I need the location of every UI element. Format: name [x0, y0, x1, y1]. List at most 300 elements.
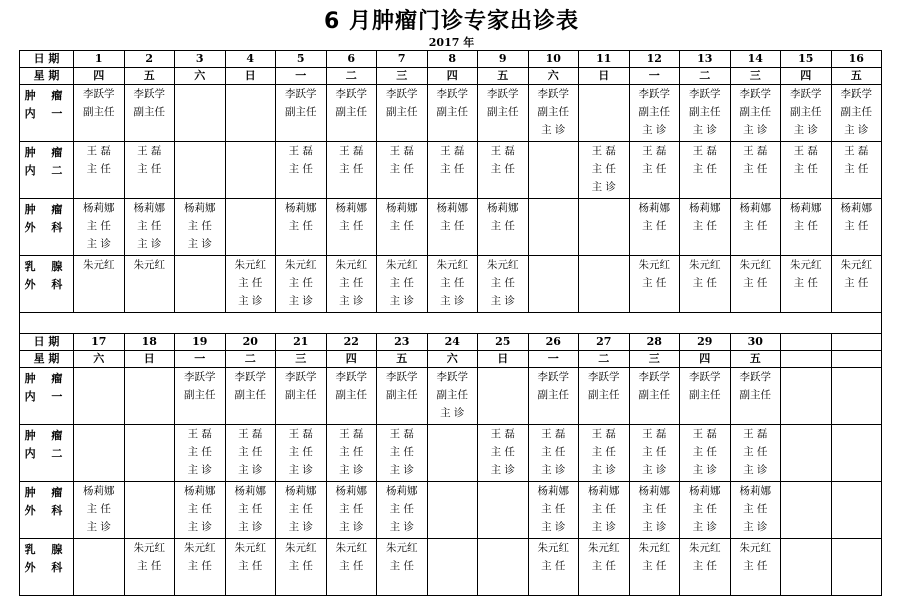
schedule-cell	[680, 368, 731, 425]
department-label-line: 乳 腺	[24, 543, 69, 556]
schedule-cell-line: 李跃学	[285, 371, 317, 383]
weekday-label: 星 期	[20, 351, 74, 368]
schedule-cell-line: 主 任	[440, 163, 465, 175]
schedule-cell	[124, 368, 175, 425]
schedule-cell	[276, 368, 327, 425]
schedule-cell-line: 杨莉娜	[689, 485, 721, 497]
schedule-cell-line: 主 诊	[692, 124, 717, 136]
schedule-cell	[175, 85, 226, 142]
schedule-cell-line: 主 诊	[238, 464, 263, 476]
schedule-cell-line: 主 任	[642, 560, 667, 572]
department-row	[20, 368, 882, 425]
schedule-cell-line: 主 任	[743, 503, 768, 515]
schedule-cell-line: 李跃学	[234, 371, 266, 383]
schedule-cell-line: 副主任	[537, 106, 569, 118]
schedule-cell-line: 李跃学	[436, 371, 468, 383]
schedule-cell-line: 李跃学	[436, 88, 468, 100]
schedule-cell-line: 主 任	[86, 503, 111, 515]
schedule-cell-line: 主 诊	[490, 295, 515, 307]
schedule-cell-line: 王 磊	[288, 428, 313, 440]
department-label	[20, 539, 74, 596]
schedule-cell-line: 主 任	[692, 503, 717, 515]
schedule-cell-line: 朱元红	[234, 542, 266, 554]
schedule-cell-line: 王 磊	[793, 145, 818, 157]
schedule-cell	[74, 482, 125, 539]
schedule-cell-line: 王 磊	[541, 428, 566, 440]
schedule-cell-line: 副主任	[840, 106, 872, 118]
weekday-cell: 四	[781, 68, 832, 85]
schedule-cell-line: 主 任	[339, 220, 364, 232]
schedule-cell	[528, 425, 579, 482]
schedule-cell-line: 朱元红	[537, 542, 569, 554]
schedule-cell-line: 王 磊	[591, 145, 616, 157]
department-label	[20, 425, 74, 482]
department-label	[20, 142, 74, 199]
schedule-cell	[377, 199, 428, 256]
schedule-cell	[579, 85, 630, 142]
department-label-line: 肿 瘤	[24, 203, 69, 216]
schedule-cell-line: 朱元红	[588, 542, 620, 554]
schedule-cell-line: 主 任	[187, 220, 212, 232]
date-cell: 13	[680, 51, 731, 68]
schedule-cell-line: 主 任	[844, 220, 869, 232]
schedule-cell-line: 副主任	[285, 389, 317, 401]
schedule-cell-line: 主 任	[591, 446, 616, 458]
schedule-cell-line: 王 磊	[137, 145, 162, 157]
date-cell: 11	[579, 51, 630, 68]
date-label: 日 期	[20, 51, 74, 68]
schedule-cell-line: 杨莉娜	[638, 485, 670, 497]
date-cell: 28	[629, 334, 680, 351]
schedule-cell	[225, 539, 276, 596]
schedule-cell-line: 朱元红	[638, 542, 670, 554]
schedule-cell-line: 主 诊	[288, 295, 313, 307]
schedule-cell-line: 主 任	[642, 277, 667, 289]
date-cell: 25	[478, 334, 529, 351]
schedule-cell	[276, 425, 327, 482]
schedule-cell	[629, 142, 680, 199]
schedule-cell-line: 朱元红	[739, 259, 771, 271]
schedule-cell-line: 王 磊	[339, 145, 364, 157]
department-label	[20, 85, 74, 142]
schedule-cell-line: 朱元红	[386, 259, 418, 271]
date-cell: 3	[175, 51, 226, 68]
schedule-cell-line: 副主任	[436, 106, 468, 118]
department-row	[20, 482, 882, 539]
schedule-cell-line: 主 任	[743, 220, 768, 232]
department-label-line: 外 科	[24, 221, 69, 234]
schedule-cell	[377, 425, 428, 482]
schedule-cell	[680, 425, 731, 482]
schedule-cell	[326, 539, 377, 596]
date-cell: 24	[427, 334, 478, 351]
schedule-cell	[478, 85, 529, 142]
weekday-cell: 日	[579, 68, 630, 85]
schedule-cell-line: 杨莉娜	[739, 202, 771, 214]
schedule-cell	[74, 425, 125, 482]
schedule-cell-line: 杨莉娜	[83, 202, 115, 214]
schedule-cell-line: 主 任	[541, 446, 566, 458]
schedule-cell	[831, 482, 882, 539]
schedule-cell	[276, 256, 327, 313]
schedule-cell	[124, 425, 175, 482]
schedule-cell-line: 朱元红	[133, 259, 165, 271]
schedule-cell-line: 主 诊	[86, 521, 111, 533]
schedule-cell	[579, 368, 630, 425]
schedule-cell-line: 主 诊	[793, 124, 818, 136]
schedule-cell-line: 杨莉娜	[386, 202, 418, 214]
schedule-cell-line: 王 磊	[389, 428, 414, 440]
weekday-cell: 一	[175, 351, 226, 368]
schedule-cell-line: 王 磊	[692, 428, 717, 440]
schedule-cell-line: 主 任	[389, 277, 414, 289]
schedule-cell	[680, 142, 731, 199]
schedule-cell-line: 主 任	[339, 446, 364, 458]
weekday-cell	[781, 351, 832, 368]
schedule-cell-line: 朱元红	[285, 542, 317, 554]
schedule-cell-line: 主 任	[692, 163, 717, 175]
schedule-cell-line: 主 任	[238, 446, 263, 458]
weekday-cell: 四	[326, 351, 377, 368]
schedule-cell	[377, 142, 428, 199]
weekday-cell: 五	[377, 351, 428, 368]
department-label-line: 外 科	[24, 504, 69, 517]
weekday-cell: 六	[74, 351, 125, 368]
schedule-cell	[427, 425, 478, 482]
schedule-cell-line: 李跃学	[840, 88, 872, 100]
schedule-cell-line: 主 任	[844, 163, 869, 175]
schedule-cell-line: 主 诊	[339, 464, 364, 476]
schedule-cell-line: 杨莉娜	[133, 202, 165, 214]
date-cell: 17	[74, 334, 125, 351]
schedule-cell	[781, 142, 832, 199]
schedule-cell-line: 杨莉娜	[386, 485, 418, 497]
date-cell: 15	[781, 51, 832, 68]
schedule-cell-line: 副主任	[638, 106, 670, 118]
schedule-cell-line: 主 诊	[541, 521, 566, 533]
schedule-cell-line: 主 诊	[389, 295, 414, 307]
schedule-cell-line: 主 诊	[238, 521, 263, 533]
schedule-cell	[579, 539, 630, 596]
schedule-cell-line: 李跃学	[537, 88, 569, 100]
schedule-cell	[326, 425, 377, 482]
schedule-cell	[528, 199, 579, 256]
schedule-cell	[74, 199, 125, 256]
schedule-cell	[781, 85, 832, 142]
schedule-cell	[326, 142, 377, 199]
schedule-cell-line: 主 任	[541, 560, 566, 572]
department-label	[20, 482, 74, 539]
department-label-line: 肿 瘤	[24, 372, 69, 385]
date-cell: 29	[680, 334, 731, 351]
schedule-cell-line: 王 磊	[743, 428, 768, 440]
schedule-cell-line: 李跃学	[739, 371, 771, 383]
date-cell: 8	[427, 51, 478, 68]
schedule-cell	[326, 368, 377, 425]
schedule-cell-line: 朱元红	[638, 259, 670, 271]
schedule-cell-line: 李跃学	[285, 88, 317, 100]
schedule-cell-line: 主 诊	[339, 521, 364, 533]
schedule-cell-line: 主 任	[86, 163, 111, 175]
schedule-cell-line: 副主任	[739, 106, 771, 118]
weekday-cell: 一	[276, 68, 327, 85]
schedule-cell	[478, 368, 529, 425]
schedule-cell-line: 主 任	[490, 220, 515, 232]
schedule-cell	[427, 142, 478, 199]
schedule-cell-line: 副主任	[335, 389, 367, 401]
schedule-cell	[74, 85, 125, 142]
schedule-cell-line: 王 磊	[187, 428, 212, 440]
schedule-cell-line: 杨莉娜	[184, 485, 216, 497]
schedule-cell	[629, 85, 680, 142]
schedule-cell-line: 李跃学	[588, 371, 620, 383]
schedule-cell-line: 主 诊	[137, 238, 162, 250]
weekday-cell: 日	[478, 351, 529, 368]
weekday-cell: 四	[680, 351, 731, 368]
schedule-cell	[326, 482, 377, 539]
schedule-cell-line: 主 任	[187, 560, 212, 572]
schedule-cell	[730, 539, 781, 596]
weekday-cell: 四	[427, 68, 478, 85]
weekday-cell: 四	[74, 68, 125, 85]
schedule-cell	[124, 85, 175, 142]
department-row	[20, 425, 882, 482]
schedule-cell-line: 主 诊	[288, 521, 313, 533]
schedule-cell	[225, 85, 276, 142]
schedule-cell	[680, 482, 731, 539]
weekday-cell: 二	[326, 68, 377, 85]
schedule-cell-line: 杨莉娜	[487, 202, 519, 214]
department-row	[20, 142, 882, 199]
schedule-cell-line: 主 任	[137, 560, 162, 572]
schedule-cell-line: 主 任	[288, 220, 313, 232]
year-label: 2017 年	[428, 36, 475, 49]
schedule-cell	[225, 142, 276, 199]
schedule-cell-line: 朱元红	[335, 542, 367, 554]
schedule-cell-line: 主 诊	[642, 124, 667, 136]
schedule-cell-line: 主 诊	[692, 521, 717, 533]
schedule-cell-line: 主 任	[591, 503, 616, 515]
schedule-cell-line: 主 任	[743, 277, 768, 289]
schedule-cell	[276, 199, 327, 256]
schedule-cell-line: 李跃学	[335, 371, 367, 383]
schedule-cell	[680, 199, 731, 256]
schedule-cell	[528, 482, 579, 539]
schedule-cell-line: 主 任	[692, 560, 717, 572]
schedule-cell-line: 朱元红	[487, 259, 519, 271]
schedule-cell-line: 主 诊	[844, 124, 869, 136]
schedule-cell-line: 主 诊	[86, 238, 111, 250]
schedule-cell	[175, 199, 226, 256]
schedule-cell-line: 朱元红	[234, 259, 266, 271]
schedule-cell-line: 主 任	[389, 220, 414, 232]
weekday-cell: 六	[175, 68, 226, 85]
schedule-cell	[478, 425, 529, 482]
schedule-cell	[225, 425, 276, 482]
schedule-cell	[528, 368, 579, 425]
schedule-cell-line: 主 任	[692, 277, 717, 289]
schedule-cell-line: 王 磊	[86, 145, 111, 157]
schedule-cell	[831, 425, 882, 482]
schedule-cell	[680, 85, 731, 142]
schedule-cell	[377, 539, 428, 596]
weekday-cell: 五	[730, 351, 781, 368]
schedule-cell-line: 副主任	[335, 106, 367, 118]
schedule-cell-line: 王 磊	[440, 145, 465, 157]
date-cell: 6	[326, 51, 377, 68]
schedule-cell-line: 主 诊	[288, 464, 313, 476]
schedule-cell-line: 李跃学	[133, 88, 165, 100]
schedule-cell-line: 王 磊	[844, 145, 869, 157]
schedule-cell-line: 主 任	[692, 446, 717, 458]
department-label	[20, 199, 74, 256]
schedule-cell	[427, 368, 478, 425]
weekday-cell: 三	[276, 351, 327, 368]
schedule-cell	[629, 368, 680, 425]
date-cell	[831, 334, 882, 351]
schedule-cell-line: 杨莉娜	[790, 202, 822, 214]
department-label-line: 内 二	[24, 164, 69, 177]
schedule-cell	[175, 539, 226, 596]
schedule-cell	[629, 199, 680, 256]
schedule-cell-line: 副主任	[285, 106, 317, 118]
schedule-cell	[730, 368, 781, 425]
schedule-cell-line: 朱元红	[133, 542, 165, 554]
date-cell: 19	[175, 334, 226, 351]
schedule-cell-line: 杨莉娜	[184, 202, 216, 214]
schedule-cell-line: 主 任	[288, 560, 313, 572]
date-cell: 7	[377, 51, 428, 68]
schedule-cell-line: 主 诊	[541, 464, 566, 476]
schedule-cell-line: 王 磊	[692, 145, 717, 157]
schedule-cell-line: 王 磊	[591, 428, 616, 440]
schedule-cell-line: 主 诊	[238, 295, 263, 307]
weekday-cell: 五	[124, 68, 175, 85]
schedule-cell-line: 主 任	[389, 503, 414, 515]
schedule-cell-line: 王 磊	[642, 428, 667, 440]
schedule-cell-line: 副主任	[184, 389, 216, 401]
schedule-cell-line: 王 磊	[339, 428, 364, 440]
department-label-line: 外 科	[24, 561, 69, 574]
schedule-cell	[175, 368, 226, 425]
schedule-cell-line: 李跃学	[638, 371, 670, 383]
schedule-cell	[427, 199, 478, 256]
date-row	[20, 51, 882, 68]
schedule-cell-line: 王 磊	[238, 428, 263, 440]
schedule-cell-line: 主 诊	[591, 464, 616, 476]
schedule-cell	[579, 142, 630, 199]
schedule-cell-line: 主 诊	[187, 521, 212, 533]
schedule-cell-line: 主 任	[743, 560, 768, 572]
schedule-cell-line: 主 任	[642, 446, 667, 458]
schedule-cell-line: 朱元红	[386, 542, 418, 554]
schedule-cell	[629, 425, 680, 482]
schedule-cell	[579, 199, 630, 256]
schedule-cell	[579, 256, 630, 313]
schedule-cell	[74, 368, 125, 425]
schedule-cell	[730, 425, 781, 482]
schedule-cell	[781, 482, 832, 539]
schedule-cell-line: 主 任	[440, 220, 465, 232]
schedule-cell-line: 李跃学	[790, 88, 822, 100]
department-label-line: 内 一	[24, 107, 69, 120]
schedule-cell	[377, 482, 428, 539]
schedule-cell	[225, 482, 276, 539]
schedule-cell	[225, 368, 276, 425]
schedule-cell	[629, 539, 680, 596]
page-title: 6 月肿瘤门诊专家出诊表	[324, 9, 579, 34]
schedule-cell-line: 李跃学	[487, 88, 519, 100]
schedule-cell-line: 李跃学	[83, 88, 115, 100]
department-label-line: 肿 瘤	[24, 146, 69, 159]
schedule-cell-line: 主 任	[692, 220, 717, 232]
schedule-cell-line: 朱元红	[285, 259, 317, 271]
weekday-cell: 日	[225, 68, 276, 85]
schedule-cell-line: 主 诊	[541, 124, 566, 136]
schedule-cell-line: 主 任	[288, 446, 313, 458]
weekday-cell: 三	[730, 68, 781, 85]
schedule-cell	[326, 199, 377, 256]
schedule-cell-line: 杨莉娜	[638, 202, 670, 214]
department-row	[20, 256, 882, 313]
schedule-cell	[781, 256, 832, 313]
department-label-line: 内 二	[24, 447, 69, 460]
schedule-cell-line: 主 任	[187, 503, 212, 515]
schedule-cell	[831, 256, 882, 313]
schedule-cell-line: 主 任	[743, 446, 768, 458]
schedule-cell	[326, 85, 377, 142]
schedule-cell-line: 朱元红	[184, 542, 216, 554]
weekday-cell: 一	[528, 351, 579, 368]
schedule-cell	[629, 482, 680, 539]
date-cell: 22	[326, 334, 377, 351]
schedule-cell	[276, 539, 327, 596]
schedule-cell	[124, 539, 175, 596]
schedule-cell	[175, 482, 226, 539]
department-row	[20, 539, 882, 596]
schedule-cell	[124, 482, 175, 539]
schedule-cell-line: 主 任	[339, 163, 364, 175]
date-cell: 26	[528, 334, 579, 351]
schedule-cell-line: 副主任	[689, 389, 721, 401]
schedule-cell	[74, 256, 125, 313]
schedule-cell-line: 杨莉娜	[537, 485, 569, 497]
schedule-cell-line: 副主任	[386, 389, 418, 401]
schedule-cell-line: 主 诊	[591, 521, 616, 533]
schedule-cell-line: 朱元红	[739, 542, 771, 554]
schedule-cell-line: 杨莉娜	[285, 202, 317, 214]
schedule-cell-line: 杨莉娜	[335, 485, 367, 497]
department-row	[20, 199, 882, 256]
schedule-cell	[629, 256, 680, 313]
schedule-cell-line: 主 任	[591, 163, 616, 175]
schedule-cell-line: 主 任	[389, 163, 414, 175]
schedule-cell	[680, 256, 731, 313]
schedule-cell	[427, 539, 478, 596]
schedule-cell-line: 主 诊	[490, 464, 515, 476]
date-cell: 23	[377, 334, 428, 351]
schedule-cell	[377, 256, 428, 313]
schedule-cell-line: 主 诊	[440, 407, 465, 419]
schedule-cell	[478, 142, 529, 199]
schedule-cell-line: 主 任	[238, 277, 263, 289]
department-label-line: 肿 瘤	[24, 429, 69, 442]
schedule-cell-line: 主 诊	[743, 464, 768, 476]
schedule-cell	[781, 425, 832, 482]
schedule-cell-line: 王 磊	[490, 428, 515, 440]
weekday-cell: 日	[124, 351, 175, 368]
date-cell: 21	[276, 334, 327, 351]
